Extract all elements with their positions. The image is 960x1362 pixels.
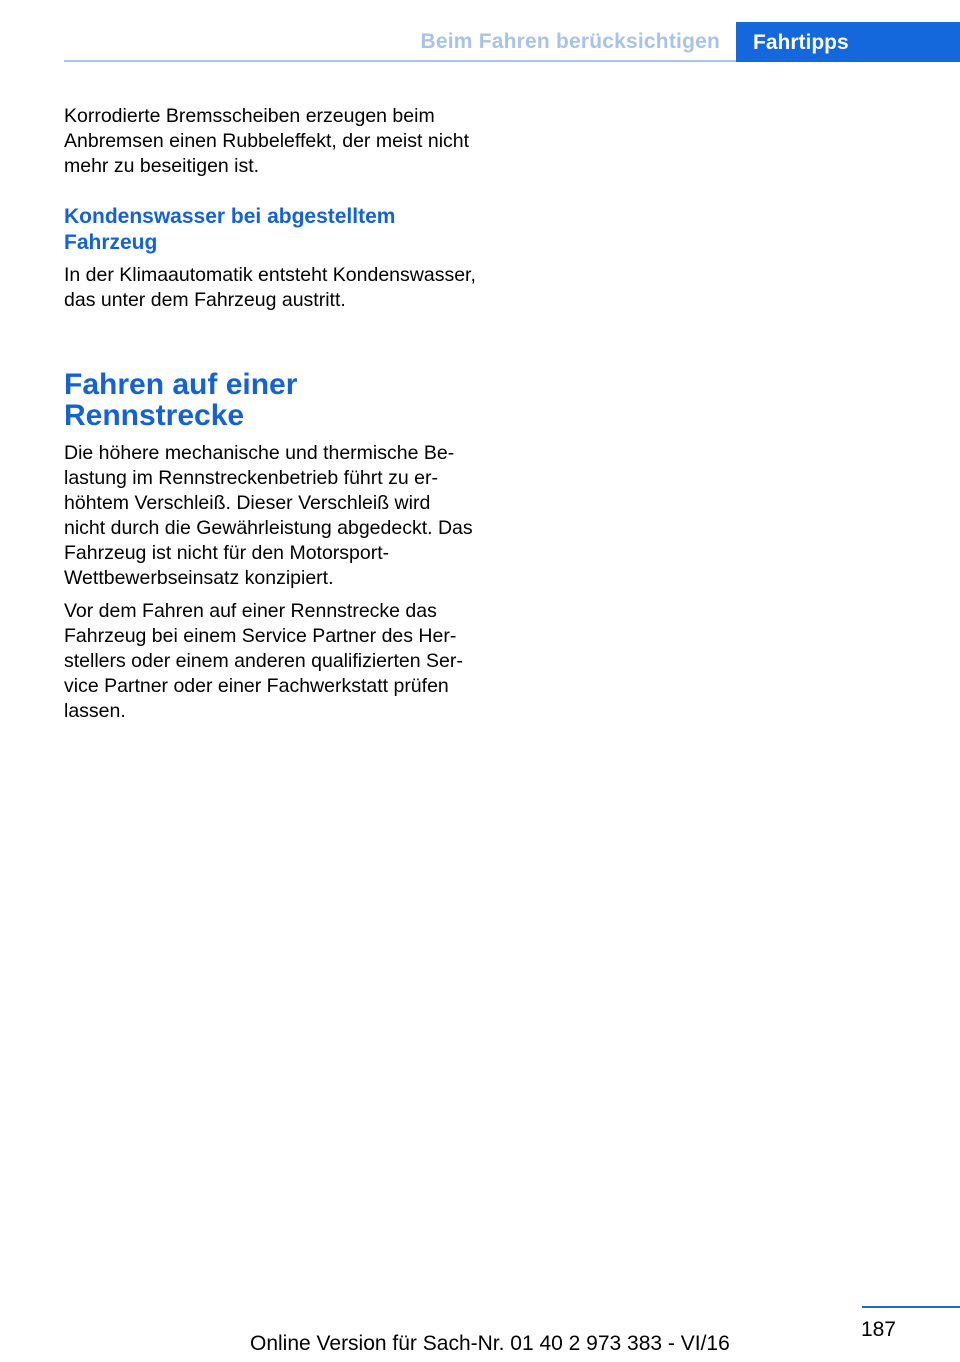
page-number: 187 xyxy=(860,1318,896,1341)
paragraph-race-track-check: Vor dem Fahren auf einer Rennstrecke das Fahrzeug bei einem Service Partner des Herstellers oder einem anderen qualifizierten Service Partner oder einer Fachwerkstatt prüfen lassen. xyxy=(64,600,463,722)
paragraph-condensation: In der Klimaautomatik entsteht Kondenswasser, das unter dem Fahrzeug austritt. xyxy=(64,264,476,311)
header-rule xyxy=(64,60,736,62)
page-content xyxy=(64,104,476,724)
header-section-title: Beim Fahren berücksichtigen xyxy=(420,30,720,53)
subheading-condensation: Kondenswasser bei abgestelltem Fahrzeug xyxy=(64,205,396,254)
footer-rule xyxy=(862,1306,960,1308)
paragraph-race-track-wear: Die höhere mechanische und thermische Belastung im Rennstreckenbetrieb führt zu erhöhtem Verschleiß. Dieser Verschleiß wird nicht durch die Gewährleistung abgedeckt. Das Fahrzeug ist nicht für den MotorsportWettbewerbseinsatz konzipiert. xyxy=(64,442,473,589)
heading-race-track: Fahren auf einer Rennstrecke xyxy=(64,368,298,432)
footer-version-note: Online Version für Sach-Nr. 01 40 2 973 383 - VI/16 xyxy=(250,1332,730,1355)
paragraph-brake-discs: Korrodierte Bremsscheiben erzeugen beim Anbremsen einen Rubbeleffekt, der meist nicht mehr zu beseitigen ist. xyxy=(64,105,470,177)
header-chapter-tab: Fahrtipps xyxy=(736,22,960,62)
